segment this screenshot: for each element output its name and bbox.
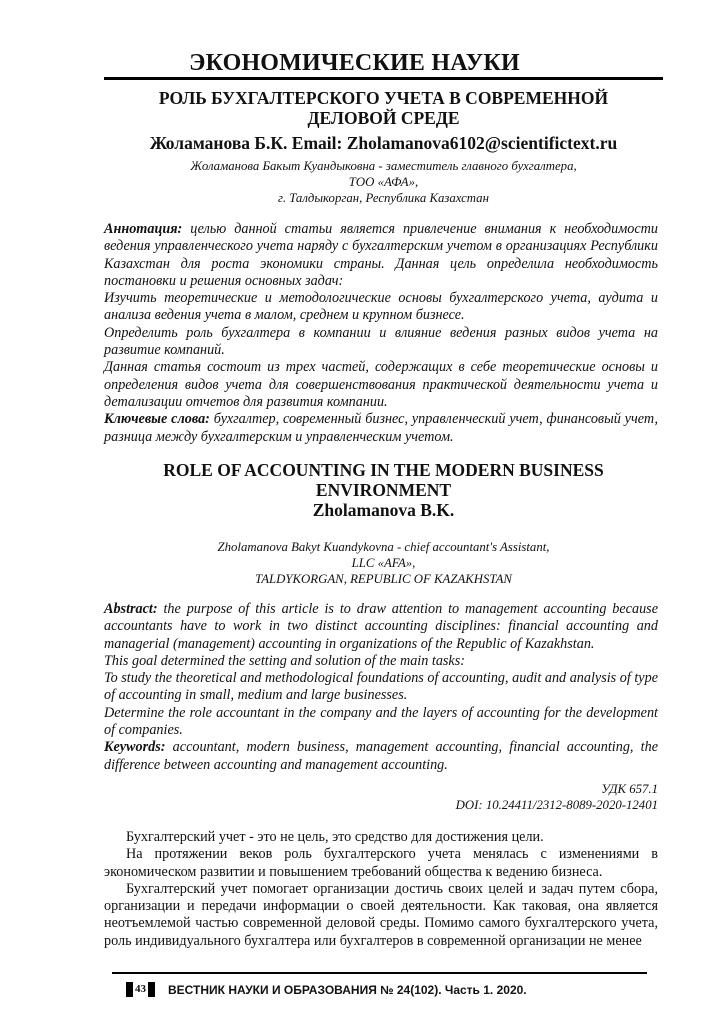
journal-name: ВЕСТНИК НАУКИ И ОБРАЗОВАНИЯ № 24(102). Часть 1. 2020. <box>168 982 527 997</box>
abstract-ru-intro <box>104 221 658 290</box>
affiliation-ru-line: г. Талдыкорган, Республика Казахстан <box>278 191 489 205</box>
article-title-ru <box>104 88 663 128</box>
abstract-en-intro <box>104 601 658 653</box>
abstract-ru-text: целью данной статьи является привлечение внимания к необходимости ведения управленческого учета наряду с бухгалтерским учетом в организациях Республики Казахстан для роста экономики страны. Данная цель определила необходимость постановки и решения основных задач: <box>104 221 658 289</box>
article-title-en <box>104 460 663 520</box>
body-text <box>104 829 658 950</box>
abstract-en-paragraph: Determine the role accountant in the company and the layers of accounting for the development of companies. <box>104 704 658 739</box>
identifiers <box>104 781 658 813</box>
author-line-ru: Жоламанова Б.К. Email: Zholamanova6102@scientifictext.ru <box>149 133 618 153</box>
body-paragraph: На протяжении веков роль бухгалтерского учета менялась с изменениями в экономическом развитии и повышением требований общества к ведению бизнеса. <box>104 846 658 880</box>
affiliation-ru-line: Жоламанова Бакыт Куандыковна - заместитель главного бухгалтера, <box>190 159 577 173</box>
page-footer <box>126 982 527 997</box>
footer-block-left <box>126 982 133 997</box>
title-ru-line2: ДЕЛОВОЙ СРЕДЕ <box>307 108 460 128</box>
affiliation-ru <box>104 158 663 206</box>
keywords-ru <box>104 411 658 446</box>
header-rule <box>104 77 663 80</box>
keywords-en-text: accountant, modern business, management accounting, financial accounting, the difference between accounting and management accounting. <box>104 739 658 773</box>
body-paragraph: Бухгалтерский учет - это не цель, это средство для достижения цели. <box>126 829 544 845</box>
abstract-ru-paragraph: Данная статья состоит из трех частей, содержащих в себе теоретические основы и определения видов учета для совершенствования практической деятельности учета и детализации отчетов для развития компании. <box>104 359 658 410</box>
affiliation-en-line: Zholamanova Bakyt Kuandykovna - chief accountant's Assistant, <box>217 540 550 554</box>
abstract-en-text: the purpose of this article is to draw attention to management accounting because accountants have to work in two distinct accounting disciplines: financial accounting and managerial (management) accounting in organizations of the Republic of Kazakhstan. <box>104 601 658 652</box>
keywords-en-label: Keywords: <box>104 739 166 756</box>
abstract-ru <box>104 221 658 446</box>
affiliation-ru-line: ТОО «АФА», <box>348 175 419 189</box>
doi[interactable]: DOI: 10.24411/2312-8089-2020-12401 <box>455 798 658 812</box>
title-en-line1: ROLE OF ACCOUNTING IN THE MODERN BUSINESS <box>163 460 604 480</box>
abstract-en-label: Abstract: <box>104 601 158 617</box>
page-number: 43 <box>135 983 146 995</box>
title-ru-line1: РОЛЬ БУХГАЛТЕРСКОГО УЧЕТА В СОВРЕМЕННОЙ <box>158 88 609 108</box>
body-paragraph: Бухгалтерский учет помогает организации достичь своих целей и задач путем сбора, организации и передачи информации о своей деятельности. Как таковая, она является неотъемлемой частью современной деловой среды. Помимо самого бухгалтерского учета, роль индивидуального бухгалтера или бухгалтеров в современной организации не менее <box>104 880 658 949</box>
affiliation-en-line: LLC «AFA», <box>351 556 416 570</box>
footer-block-right <box>148 982 155 997</box>
abstract-ru-paragraph: Изучить теоретические и методологические основы бухгалтерского учета, аудита и анализа ведения учета в малом, среднем и крупном бизнесе. <box>104 290 658 324</box>
keywords-en <box>104 739 658 774</box>
author-en: Zholamanova B.K. <box>312 500 455 520</box>
title-en-line2: ENVIRONMENT <box>315 480 452 500</box>
abstract-en <box>104 601 658 774</box>
abstract-en-paragraph: To study the theoretical and methodological foundations of accounting, audit and analysis of type of accounting in small, medium and large businesses. <box>104 670 658 704</box>
section-title: ЭКОНОМИЧЕСКИЕ НАУКИ <box>189 50 520 76</box>
keywords-ru-text: бухгалтер, современный бизнес, управленческий учет, финансовый учет, разница между бухгалтерским и управленческим учетом. <box>104 411 658 445</box>
abstract-en-paragraph: This goal determined the setting and solution of the main tasks: <box>104 652 465 669</box>
affiliation-en-line: TALDYKORGAN, REPUBLIC OF KAZAKHSTAN <box>255 572 512 586</box>
abstract-ru-label: Аннотация: <box>104 221 183 237</box>
affiliation-en <box>104 539 663 587</box>
udk-code: УДК 657.1 <box>601 782 658 796</box>
abstract-ru-paragraph: Определить роль бухгалтера в компании и влияние ведения разных видов учета на развитие компаний. <box>104 324 658 359</box>
keywords-ru-label: Ключевые слова: <box>104 411 210 428</box>
footer-rule <box>112 972 647 974</box>
